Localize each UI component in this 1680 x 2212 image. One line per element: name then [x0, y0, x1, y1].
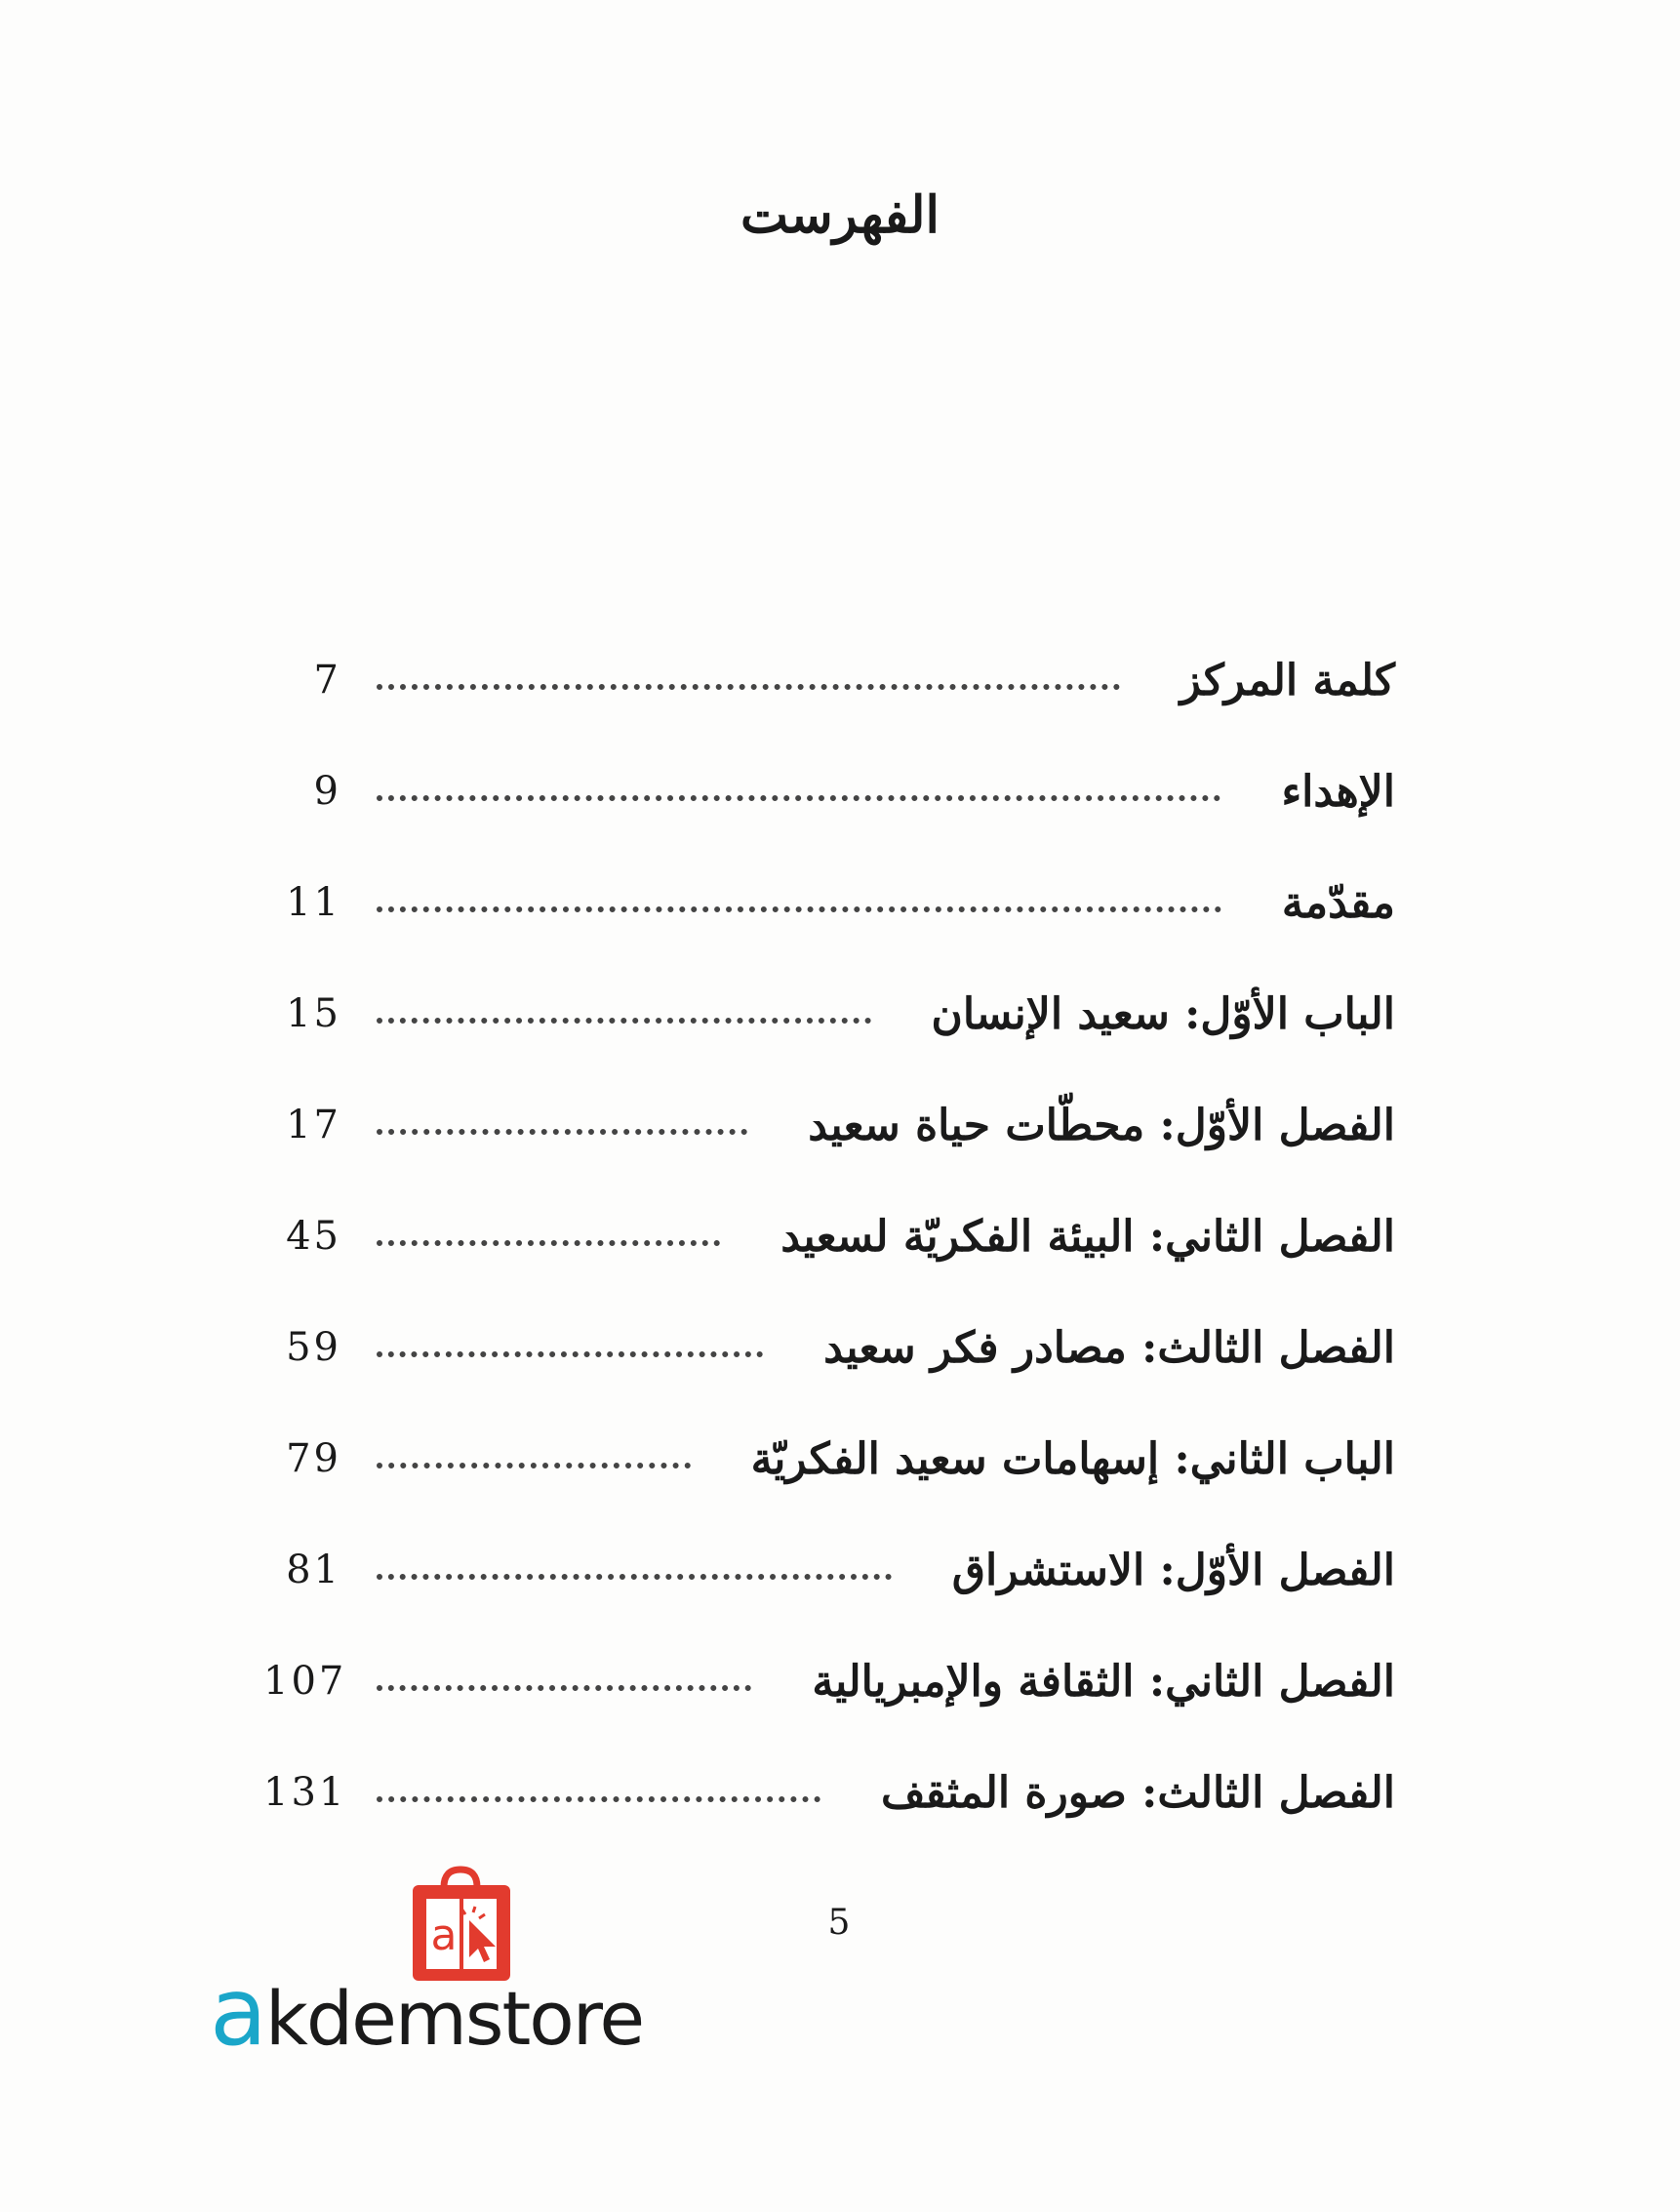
dot-leader [377, 684, 1120, 690]
toc-entry [263, 847, 1395, 958]
dot-leader [377, 1018, 871, 1024]
toc-entry-page: 79 [286, 1436, 341, 1481]
toc-entry [263, 1514, 1395, 1626]
dot-leader [377, 1351, 763, 1357]
book-bag-cursor-icon [405, 1866, 517, 1988]
table-of-contents [263, 624, 1395, 1848]
toc-entry-label: الفصل الأوّل: محطّات حياة سعيد [808, 1100, 1395, 1150]
toc-entry-label: الفصل الثالث: مصادر فكر سعيد [823, 1322, 1395, 1373]
toc-entry-label: الإهداء [1281, 766, 1395, 817]
toc-entry-page: 59 [286, 1325, 341, 1370]
dot-leader [377, 906, 1221, 912]
toc-entry [263, 1181, 1395, 1292]
brand-name [210, 1957, 644, 2067]
dot-leader [377, 1129, 747, 1135]
toc-entry-label: الفصل الثاني: الثقافة والإمبريالية [812, 1656, 1395, 1707]
toc-entry-label: الفصل الثاني: البيئة الفكريّة لسعيد [780, 1211, 1395, 1262]
toc-entry-label: الباب الأوّل: سعيد الإنسان [931, 988, 1395, 1039]
brand-name-rest: kdemstore [264, 1975, 644, 2062]
brand-name-a: a [210, 1957, 265, 2067]
toc-entry-label: الفصل الثالث: صورة المثقف [880, 1767, 1395, 1818]
page-title: الفهرست [740, 185, 940, 245]
toc-entry-page: 45 [286, 1214, 341, 1259]
page-number: 5 [827, 1903, 851, 1943]
toc-entry-page: 131 [263, 1770, 347, 1815]
toc-entry-label: الباب الثاني: إسهامات سعيد الفكريّة [750, 1433, 1395, 1484]
toc-entry-page: 7 [313, 658, 341, 703]
toc-entry-label: مقدّمة [1281, 877, 1395, 928]
toc-entry-page: 17 [286, 1103, 341, 1147]
toc-entry [263, 1069, 1395, 1181]
dot-leader [377, 795, 1220, 801]
toc-entry [263, 1626, 1395, 1737]
logo-icon-letter: a [430, 1910, 458, 1960]
toc-entry [263, 1737, 1395, 1848]
toc-entry-label: كلمة المركز [1180, 655, 1395, 705]
toc-entry-label: الفصل الأوّل: الاستشراق [951, 1545, 1395, 1595]
toc-entry-page: 11 [286, 880, 341, 925]
toc-entry [263, 1292, 1395, 1403]
toc-entry-page: 81 [286, 1548, 341, 1592]
dot-leader [377, 1796, 820, 1802]
toc-entry [263, 1403, 1395, 1514]
toc-entry [263, 736, 1395, 847]
toc-entry-page: 15 [286, 991, 341, 1036]
dot-leader [377, 1574, 892, 1580]
toc-entry [263, 624, 1395, 736]
toc-entry [263, 958, 1395, 1069]
dot-leader [377, 1685, 751, 1691]
toc-entry-page: 107 [263, 1659, 347, 1704]
toc-entry-page: 9 [313, 769, 341, 814]
dot-leader [377, 1463, 691, 1468]
dot-leader [377, 1240, 720, 1246]
watermark-logo [210, 1866, 727, 2067]
